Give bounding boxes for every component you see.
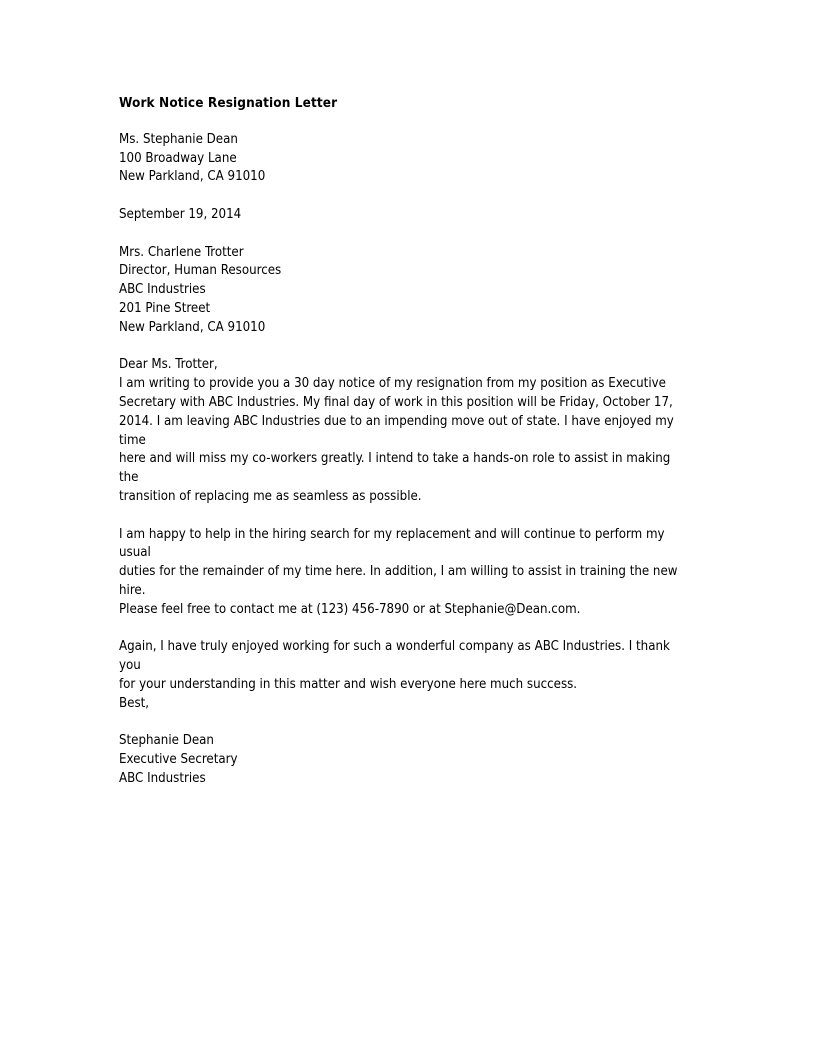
- body-paragraph-2: [119, 526, 689, 620]
- sender-address-block: [119, 131, 689, 187]
- body-line: Please feel free to contact me at (123) 456-7890 or at Stephanie@Dean.com.: [119, 601, 581, 617]
- sender-address-line: New Parkland, CA 91010: [119, 169, 266, 185]
- sender-address-line: 100 Broadway Lane: [119, 150, 237, 166]
- date-line: September 19, 2014: [119, 206, 242, 222]
- body-paragraph-1: [119, 375, 689, 507]
- body-line: I am writing to provide you a 30 day notice of my resignation from my position as Executive: [119, 376, 666, 392]
- recipient-address-line: 201 Pine Street: [119, 300, 211, 316]
- body-line: Again, I have truly enjoyed working for such a wonderful company as ABC Industries. I thank you: [119, 639, 670, 674]
- signature-block: [119, 732, 689, 788]
- body-line: duties for the remainder of my time here. In addition, I am willing to assist in training the new hire.: [119, 564, 678, 598]
- recipient-address-line: New Parkland, CA 91010: [119, 319, 266, 335]
- recipient-address-line: ABC Industries: [119, 282, 206, 298]
- sender-address-line: Ms. Stephanie Dean: [119, 131, 238, 147]
- body-line: Secretary with ABC Industries. My final day of work in this position will be Friday, October 17,: [119, 394, 673, 410]
- closing-line: Best,: [119, 695, 150, 711]
- salutation-line: Dear Ms. Trotter,: [119, 357, 218, 373]
- body-line: here and will miss my co-workers greatly. I intend to take a hands-on role to assist in making the: [119, 451, 671, 486]
- letter-body: [119, 94, 689, 789]
- recipient-address-block: [119, 244, 689, 338]
- recipient-address-line: Mrs. Charlene Trotter: [119, 244, 244, 260]
- body-paragraph-3: [119, 638, 689, 694]
- letter-date: [119, 206, 689, 225]
- closing: [119, 695, 689, 714]
- signature-title: Executive Secretary: [119, 752, 238, 768]
- body-line: I am happy to help in the hiring search for my replacement and will continue to perform my usual: [119, 526, 665, 561]
- signature-company: ABC Industries: [119, 770, 206, 786]
- recipient-address-line: Director, Human Resources: [119, 263, 282, 279]
- body-line: transition of replacing me as seamless as possible.: [119, 488, 422, 504]
- salutation: [119, 356, 689, 375]
- body-line: for your understanding in this matter and wish everyone here much success.: [119, 676, 578, 692]
- page-title: Work Notice Resignation Letter: [119, 95, 338, 111]
- signature-name: Stephanie Dean: [119, 733, 214, 749]
- body-line: 2014. I am leaving ABC Industries due to an impending move out of state. I have enjoyed my time: [119, 413, 674, 448]
